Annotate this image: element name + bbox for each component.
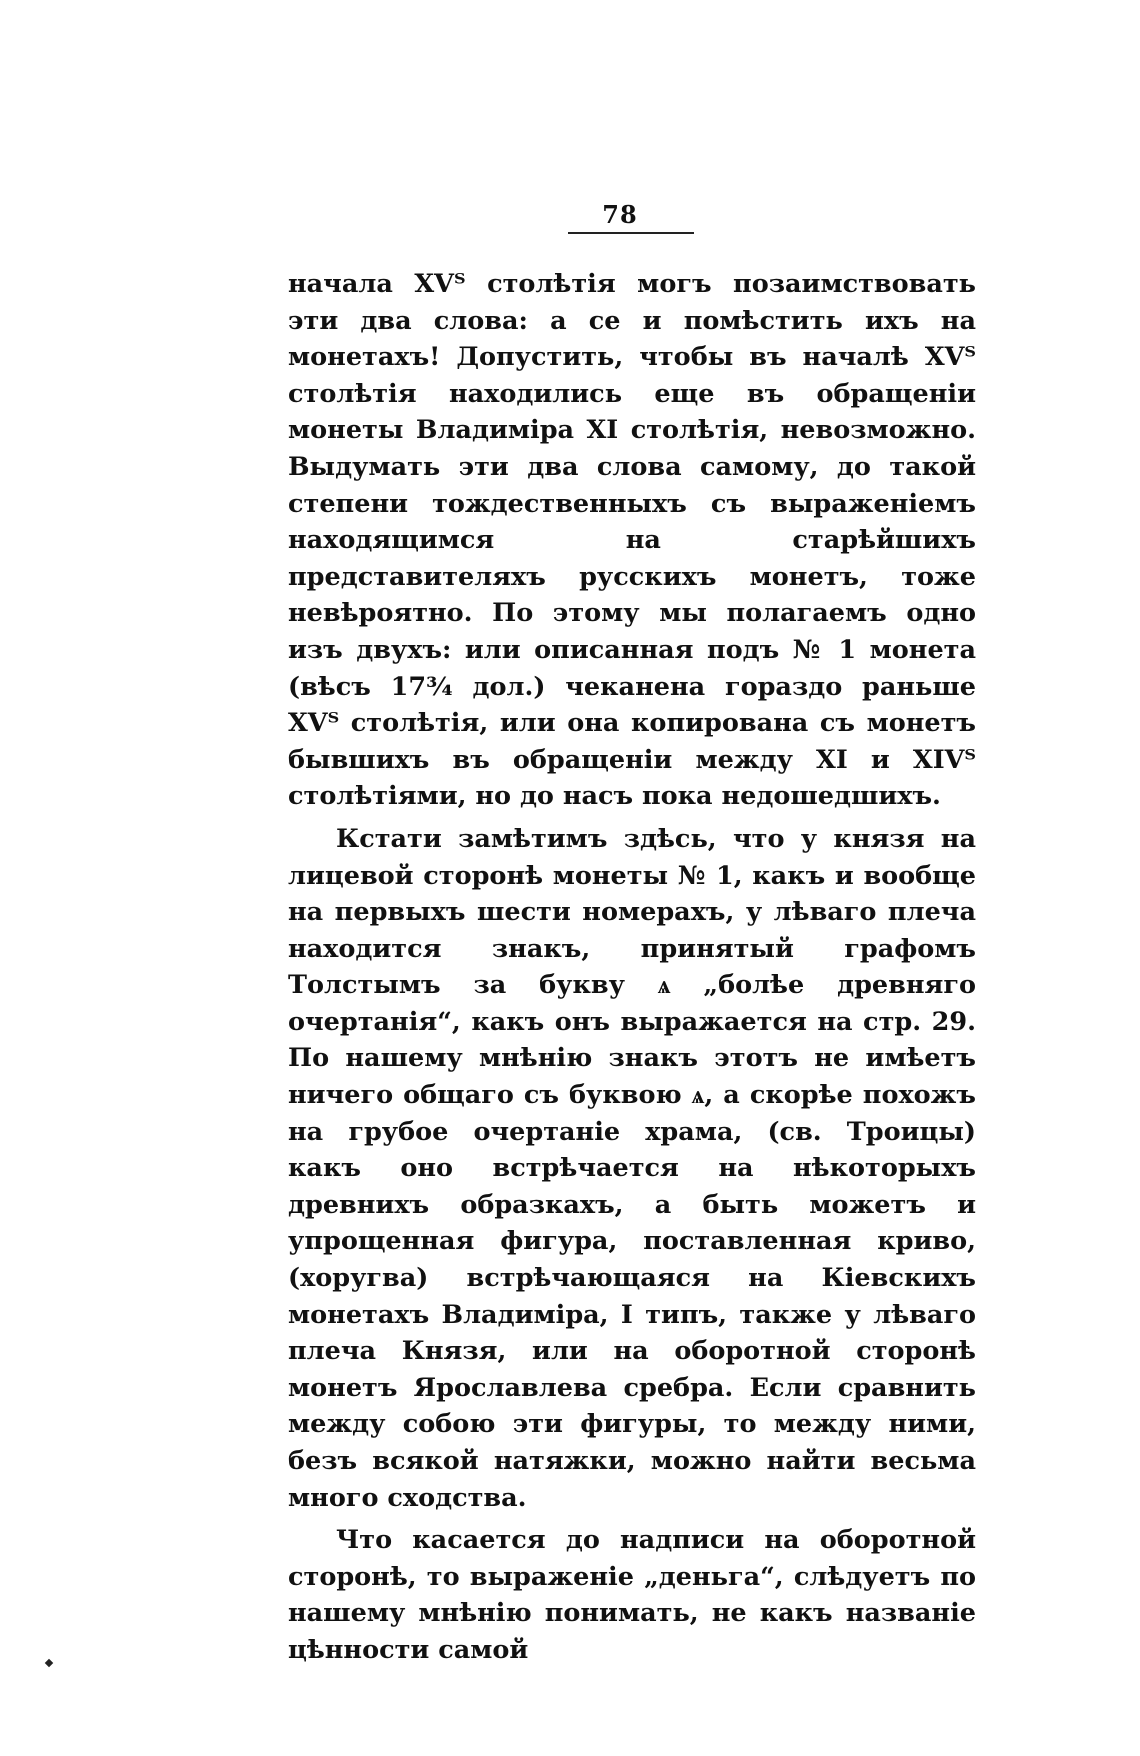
paragraph-1: начала XVᵀ столѣтія могъ позаимствовать эти два слова: а се и помѣстить ихъ на монетахъ! Допустить, чтобы въ началѣ XVᵀ столѣтія находились еще въ обращеніи монеты Владиміра XI столѣтія, невозможно. Выдумать эти два слова самому, до такой степени тождественныхъ съ выраженіемъ находящимся на старѣйшихъ представителяхъ русскихъ монетъ, тоже невѣроятно. По этому мы полагаемъ одно изъ двухъ: или описанная подъ № 1 монета (вѣсъ 17¾ дол.) чеканена гораздо раньше XVᵀ столѣтія, или она копирована съ монетъ бывшихъ въ обращеніи между XI и XIVᵀ столѣтіями, но до насъ пока недошедшихъ.	[288, 269, 976, 812]
header-rule	[568, 232, 694, 234]
paragraph-2: Кстати замѣтимъ здѣсь, что у князя на лицевой сторонѣ монеты № 1, какъ и вообще на первыхъ шести номерахъ, у лѣваго плеча находится знакъ, принятый графомъ Толстымъ за букву ѧ „болѣе древняго очертанія“, какъ онъ выражается на стр. 29. По нашему мнѣнію знакъ этотъ не имѣетъ ничего общаго съ буквою ѧ, а скорѣе похожъ на грубое очертаніе храма, (св. Троицы) какъ оно встрѣчается на нѣкоторыхъ древнихъ образкахъ, а быть можетъ и упрощенная фигура, поставленная криво, (хоругва) встрѣчающаяся на Кіевскихъ монетахъ Владиміра, I типъ, также у лѣваго плеча Князя, или на оборотной сторонѣ монетъ Ярославлева сребра. Если сравнить между собою эти фигуры, то между ними, безъ всякой натяжки, можно найти весьма много сходства.	[288, 823, 976, 1513]
paragraph-3: Что касается до надписи на оборотной сторонѣ, то выраженіе „деньга“, слѣдуетъ по нашему мнѣнію понимать, не какъ названіе цѣнности самой	[288, 1525, 976, 1665]
scan-speck	[45, 1659, 53, 1667]
body-text	[288, 266, 976, 1669]
page-number: 78	[602, 200, 638, 229]
